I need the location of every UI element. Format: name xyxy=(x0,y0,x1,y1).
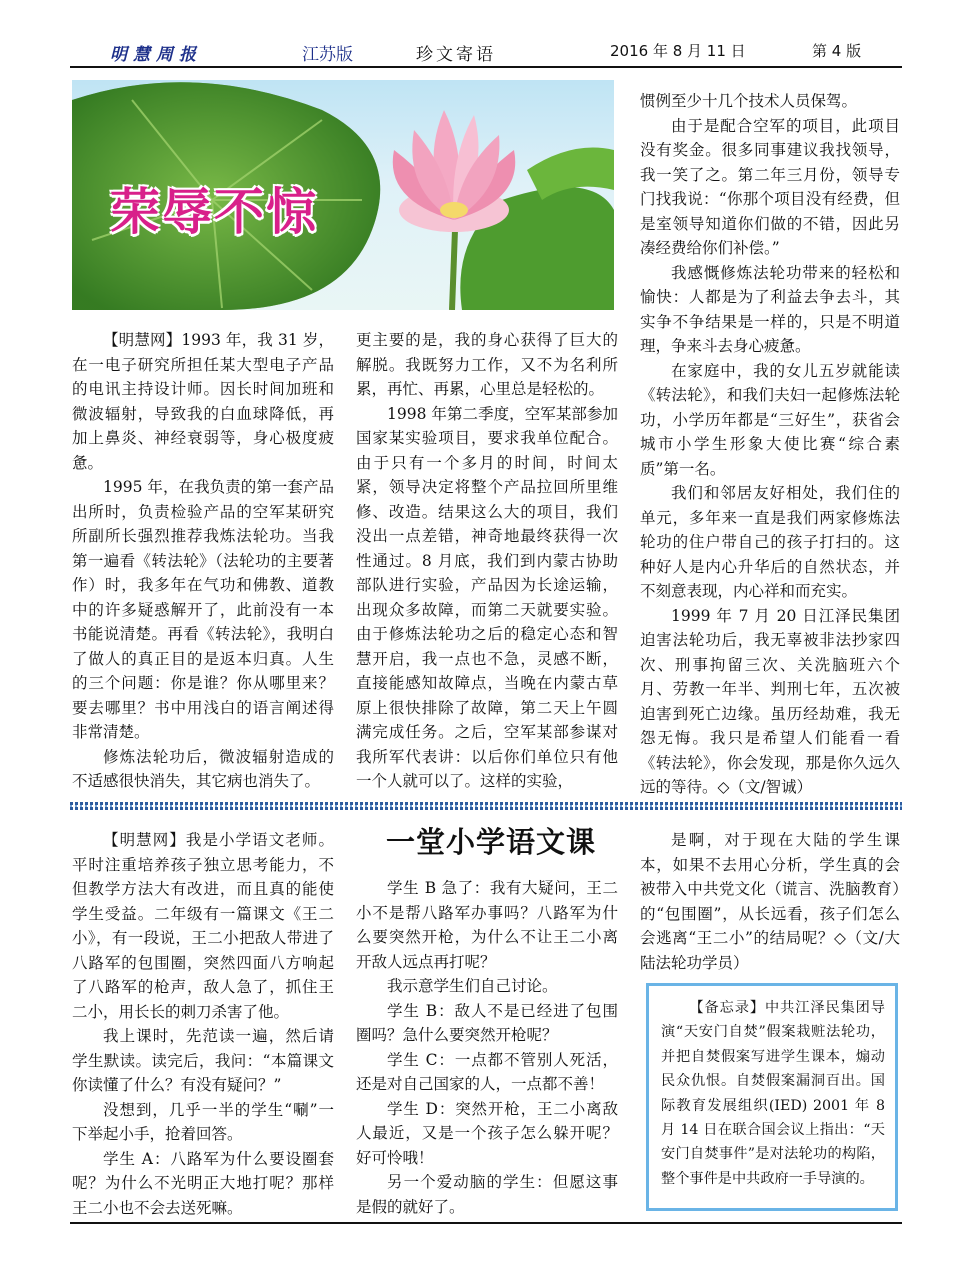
article1-column1 xyxy=(72,328,334,794)
article-title-image: 荣辱不惊 xyxy=(110,182,318,241)
paragraph: 修炼法轮功后，微波辐射造成的不适感很快消失，其它病也消失了。 xyxy=(72,747,334,790)
paragraph: 没想到，几乎一半的学生“唰”一下举起小手，抢着回答。 xyxy=(72,1100,334,1143)
paragraph: 我上课时，先范读一遍，然后请学生默读。读完后，我问：“本篇课文你读懂了什么？有没有疑问？” xyxy=(72,1027,334,1094)
footer-rule xyxy=(70,1222,902,1224)
section-label: 珍文寄语 xyxy=(416,45,496,65)
paragraph: 【明慧网】1993 年，我 31 岁，在一电子研究所担任某大型电子产品的电讯主持设计师。因长时间加班和微波辐射，导致我的白血球降低，再加上鼻炎、神经衰弱等，身心极度疲惫。 xyxy=(72,331,334,472)
paragraph: 学生 A：八路军为什么要设圈套呢？为什么不光明正大地打呢？那样王二小也不会去送死嘛。 xyxy=(72,1149,334,1217)
newspaper-name: 明慧周报 xyxy=(110,45,202,65)
article1-column3 xyxy=(640,89,900,800)
section-divider xyxy=(70,802,902,810)
paragraph: 1995 年，在我负责的第一套产品出所时，负责检验产品的空军某研究所副所长强烈推荐我炼法轮功。当我第一遍看《转法轮》（法轮功的主要著作）时，我多年在气功和佛教、道教中的许多疑惑解开了，此前没有一本书能说清楚。再看《转法轮》，我明白了做人的真正目的是返本归真。人生的三个问题：你是谁？你从哪里来？要去哪里？书中用浅白的语言阐述得非常清楚。 xyxy=(72,478,334,741)
paragraph: 我们和邻居友好相处，我们住的单元，多年来一直是我们两家修炼法轮功的住户带自己的孩子打扫的。这种好人是内心升华后的自然状态，并不刻意表现，内心祥和而充实。 xyxy=(640,484,900,600)
paragraph: 我示意学生们自己讨论。 xyxy=(387,977,558,995)
memo-box xyxy=(646,983,898,1211)
paragraph: 是啊，对于现在大陆的学生课本，如果不去用心分析，学生真的会被带入中共党文化（谎言、洗脑教育）的“包围圈”，从长远看，孩子们怎么会逃离“王二小”的结局呢？◇（文/大陆法轮功学员） xyxy=(640,831,900,972)
paragraph: 我感慨修炼法轮功带来的轻松和愉快：人都是为了利益去争去斗，其实争不争结果是一样的，只是不明道理，争来斗去身心疲惫。 xyxy=(640,263,900,355)
paragraph: 学生 B：敌人不是已经进了包围圈吗？急什么要突然开枪呢？ xyxy=(356,1001,618,1044)
paragraph: 在家庭中，我的女儿五岁就能读《转法轮》，和我们夫妇一起修炼法轮功，小学历年都是“三好生”，获省会城市小学生形象大使比赛“综合素质”第一名。 xyxy=(640,361,900,478)
paragraph: 惯例至少十几个技术人员保驾。 xyxy=(640,92,858,110)
article2-column2 xyxy=(356,876,618,1219)
paragraph: 学生 B 急了：我有大疑问，王二小不是帮八路军办事吗？八路军为什么要突然开枪，为什么不让王二小离开敌人远点再打呢？ xyxy=(356,879,618,971)
issue-date: 2016 年 8 月 11 日 xyxy=(610,42,746,60)
paragraph: 更主要的是，我的身心获得了巨大的解脱。我既努力工作，又不为名利所累，再忙、再累，心里总是轻松的。 xyxy=(356,331,618,398)
article2-column1 xyxy=(72,828,334,1220)
header-rule xyxy=(70,66,902,68)
paragraph: 另一个爱动脑的学生：但愿这事是假的就好了。 xyxy=(356,1173,618,1216)
paragraph: 1998 年第二季度，空军某部参加国家某实验项目，要求我单位配合。由于只有一个多月的时间，时间太紧，领导决定将整个产品拉回所里维修、改造。结果这么大的项目，我们没出一点差错，神奇地最终获得一次性通过。8 月底，我们到内蒙古协助部队进行实验，产品因为长途运输，出现众多故障，而第二天就要实验。由于修炼法轮功之后的稳定心态和智慧开启，我一点也不急，灵感不断，直接能感知故障点，当晚在内蒙古草原上很快排除了故障，第二天上午圆满完成任务。之后，空军某部参谋对我所军代表讲：以后你们单位只有他一个人就可以了。这样的实验， xyxy=(356,404,618,790)
paragraph: 【明慧网】我是小学语文老师。平时注重培养孩子独立思考能力，不但教学方法大有改进，而且真的能使学生受益。二年级有一篇课文《王二小》，有一段说，王二小把敌人带进了八路军的包围圈，突然四面八方响起了八路军的枪声，敌人急了，抓住王二小，用长长的刺刀杀害了他。 xyxy=(72,831,334,1021)
lotus-photo xyxy=(72,80,614,310)
paragraph: 由于是配合空军的项目，此项目没有奖金。很多同事建议我找领导，我一笑了之。第二年三月份，领导专门找我说：“你那个项目没有经费，但是室领导知道你们做的不错，因此另凑经费给你们补偿。” xyxy=(640,116,900,257)
article2-column3 xyxy=(640,828,900,975)
paragraph: 学生 C：一点都不管别人死活，还是对自己国家的人，一点都不善！ xyxy=(356,1050,618,1093)
article2-title: 一堂小学语文课 xyxy=(385,825,596,859)
edition-label: 江苏版 xyxy=(302,45,353,65)
article1-column2 xyxy=(356,328,618,794)
memo-text: 【备忘录】中共江泽民集团导演“天安门自焚”假案栽赃法轮功，并把自焚假案写进学生课本，煽动民众仇恨。自焚假案漏洞百出。国际教育发展组织(IED) 2001 年 8 月 14 日在联合国会议上指出：“天安门自焚事件”是对法轮功的构陷，整个事件是中共政府一手导演的。 xyxy=(661,1000,885,1187)
page-header xyxy=(70,34,902,64)
paragraph: 1999 年 7 月 20 日江泽民集团迫害法轮功后，我无辜被非法抄家四次、刑事拘留三次、关洗脑班六个月、劳教一年半、判刑七年，五次被迫害到死亡边缘。虽历经劫难，我无怨无悔。我只是希望人们能看一看《转法轮》，你会发现，那是你久远久远的等待。◇（文/智诚） xyxy=(640,606,900,796)
paragraph: 学生 D：突然开枪，王二小离敌人最近，又是一个孩子怎么躲开呢？好可怜哦！ xyxy=(356,1099,618,1167)
page-number: 第 4 版 xyxy=(812,42,862,60)
